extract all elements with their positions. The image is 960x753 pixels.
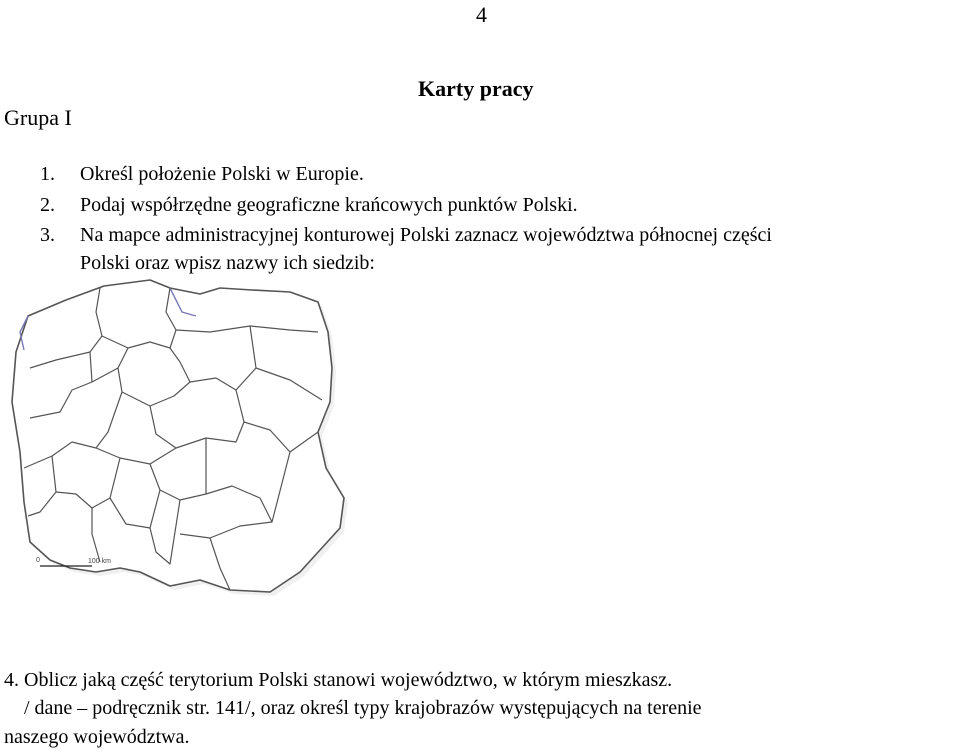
page-number: 4 <box>476 2 487 27</box>
group-label: Grupa I <box>4 105 72 130</box>
scale-label: 100 km <box>88 558 111 565</box>
task-number: 2. <box>40 194 55 216</box>
task-text: Podaj współrzędne geograficzne krańcowych punktów Polski. <box>80 194 578 216</box>
task-4-line-2: / dane – podręcznik str. 141/, oraz określ typy krajobrazów występujących na terenie <box>4 697 702 719</box>
task-4-line-3: naszego województwa. <box>4 726 190 748</box>
task-number: 1. <box>40 163 55 185</box>
task-number: 3. <box>40 224 55 246</box>
task-text: Na mapce administracyjnej konturowej Polski zaznacz województwa północnej części <box>80 224 772 246</box>
poland-map-svg <box>0 272 360 612</box>
scale-zero: 0 <box>36 557 40 564</box>
poland-outline-map <box>0 272 360 612</box>
task-4-line-1: 4. Oblicz jaką część terytorium Polski stanowi województwo, w którym mieszkasz. <box>4 669 673 691</box>
page-title: Karty pracy <box>418 76 534 101</box>
task-3-continuation: Polski oraz wpisz nazwy ich siedzib: <box>80 252 375 274</box>
task-text: Określ położenie Polski w Europie. <box>80 163 364 185</box>
poland-border <box>12 280 344 592</box>
